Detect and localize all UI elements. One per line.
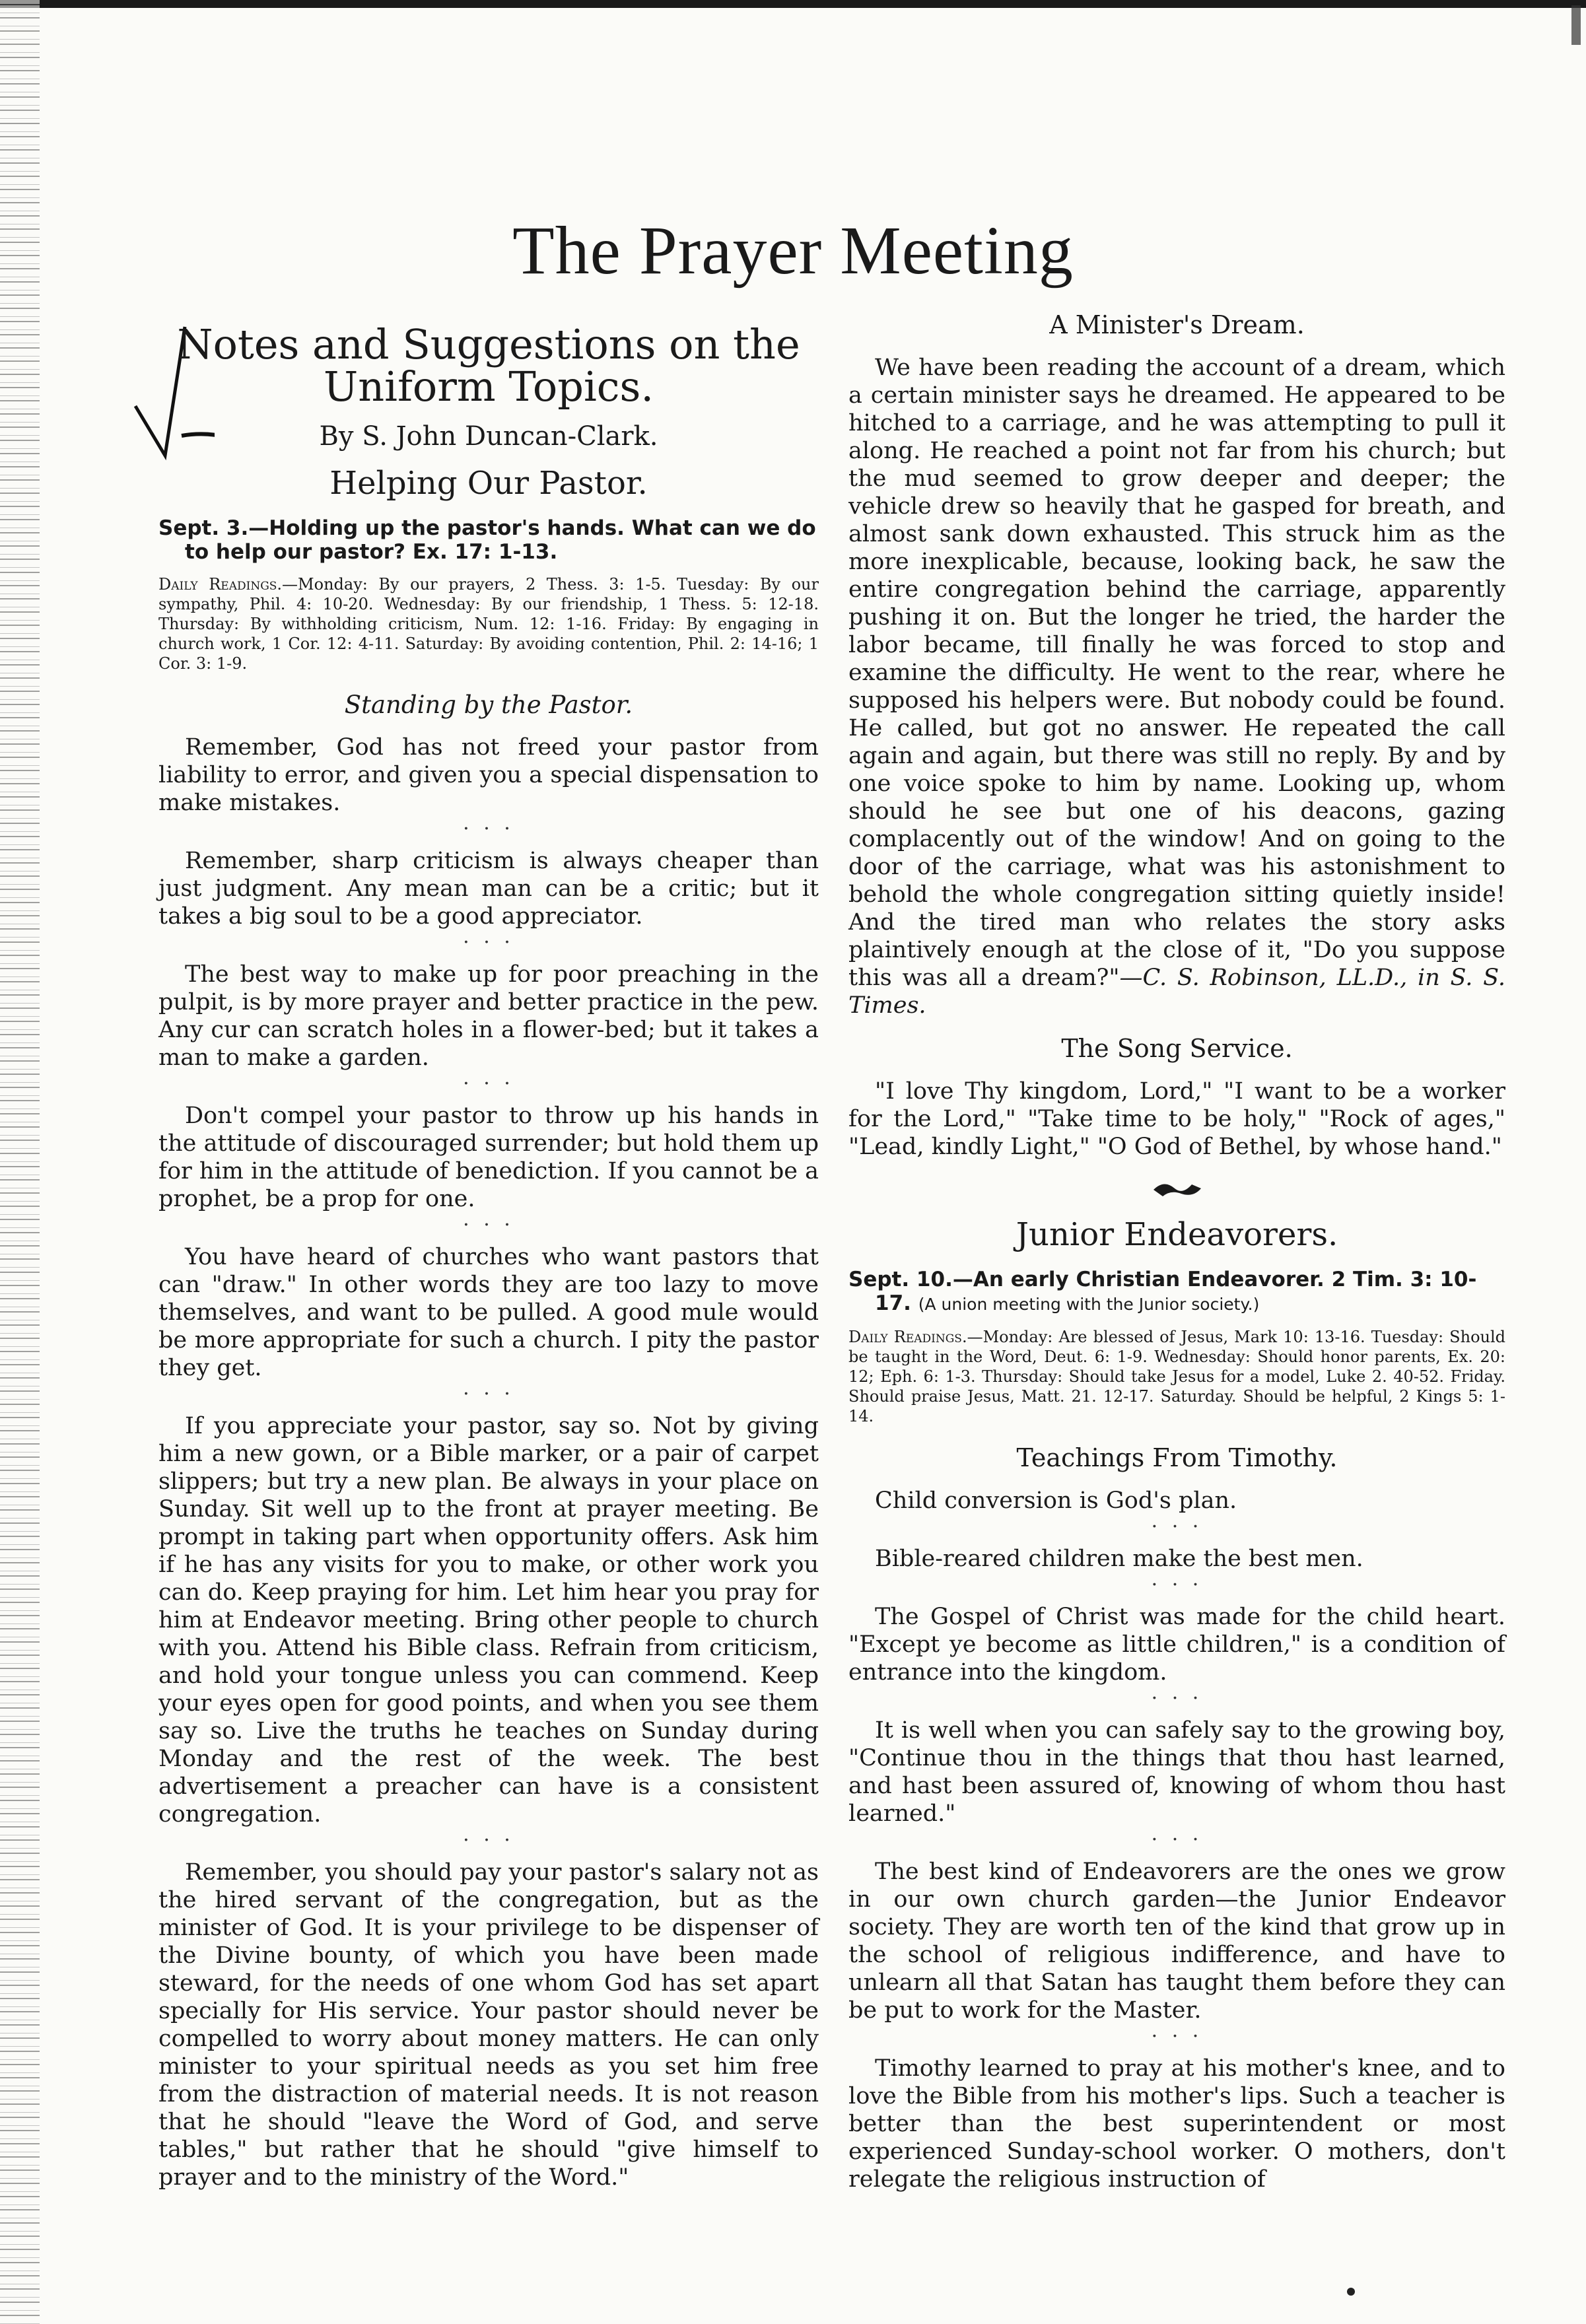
song-text: "I love Thy kingdom, Lord," "I want to be a worker for the Lord," "Take time to be holy," "Rock of ages," "Lead, kindly Light," "O God of Bethel, by whose hand." — [848, 1078, 1505, 1160]
top-border — [0, 0, 1586, 8]
left-column — [158, 304, 819, 2198]
dream-body: We have been reading the account of a dream, which a certain minister says he dreamed. He appeared to be hitched to a carriage, and he was attempting to pull it along. He reached a point not far from his church; but the mud seemed to grow deeper and deeper; the vehicle drew so heavily that he gasped for breath, and almost sank down exhausted. This struck him as the more inexplicable, because, looking back, he saw the entire congregation behind the carriage, apparently pushing it on. But the longer he tried, the harder the labor became, till finally he was forced to stop and examine the difficulty. He went to the rear, where he supposed his helpers were. But nobody could be found. He called, but got no answer. He repeated the call again and again, but there was still no reply. By and by one voice spoke to him by name. Looking up, whom should he see but one of his deacons, gazing complacently out of the window! And on going to the door of the carriage, what was his astonishment to behold the whole congregation sitting quietly inside! And the tired man who relates the story asks plaintively enough at the close of it, "Do you suppose this was all a dream?" — [848, 355, 1505, 991]
paragraph: The Gospel of Christ was made for the child heart. "Except ye become as little children," is a condition of entrance into the kingdom. — [848, 1604, 1505, 1686]
separator-dots: · · · — [463, 817, 514, 840]
scan-edge-mark — [1571, 5, 1581, 45]
song-title: The Song Service. — [1061, 1034, 1293, 1063]
junior-readings-text: —Monday: Are blessed of Jesus, Mark 10: 13-16. Tuesday: Should be taught in the Word, Deut. 6: 1-9. Wednesday: Should honor parents, Ex. 20: 12; Eph. 6: 1-3. Thursday: Should take Jesus for a model, Luke 2. 40-52. Friday. Should praise Jesus, Matt. 21. 12-17. Saturday. Should be helpful, 2 Kings 5: 1-14. — [848, 1328, 1506, 1425]
separator-dots: · · · — [463, 931, 514, 954]
junior-daily-readings — [848, 1327, 1505, 1426]
junior-topic-text: Sept. 10.—An early Christian Endeavorer. 2 Tim. 3: 10-17. — [848, 1268, 1477, 1315]
paragraph: Remember, you should pay your pastor's salary not as the hired servant of the congregation, but as the minister of God. It is your privilege to be dispenser of the Divine bounty, of which you have been made steward, for the needs of one whom God has set apart specially for His service. Your pastor should never be compelled to worry about money matters. He can only minister to your spiritual needs as you set him free from the distraction of material needs. It is not reason that he should "leave the Word of God, and serve tables," but rather that he should "give himself to prayer and to the ministry of the Word." — [158, 1859, 819, 2191]
separator-dots: · · · — [1151, 1515, 1203, 1538]
paragraph: The best kind of Endeavorers are the ones we grow in our own church garden—the Junior Endeavor society. They are worth ten of the kind that grow up in the school of religious indifference, and have to unlearn all that Satan has taught them before they can be put to work for the Master. — [848, 1859, 1505, 2024]
paragraph: Remember, God has not freed your pastor from liability to error, and given you a special dispensation to make mistakes. — [158, 734, 819, 816]
dream-title: A Minister's Dream. — [1049, 310, 1305, 339]
paragraph: Bible-reared children make the best men. — [875, 1546, 1363, 1572]
byline: By S. John Duncan-Clark. — [319, 421, 658, 452]
separator-dots: · · · — [463, 1829, 514, 1852]
junior-readings-label: Daily Readings. — [848, 1328, 967, 1346]
section-title: Helping Our Pastor. — [329, 465, 648, 502]
separator-dots: · · · — [1151, 1573, 1203, 1596]
separator-dots: · · · — [463, 1072, 514, 1095]
page-title: The Prayer Meeting — [512, 213, 1074, 289]
daily-readings-text: —Monday: By our prayers, 2 Thess. 3: 1-5. Tuesday: By our sympathy, Phil. 4: 10-20. Wednesday: By our friendship, 1 Thess. 5: 12-18. Thursday: By withholding criticism, Num. 12: 1-16. Friday: By engaging in church work, 1 Cor. 12: 4-11. Saturday: By avoiding contention, Phil. 2: 14-16; 1 Cor. 3: 1-9. — [158, 575, 819, 673]
separator-dots: · · · — [1151, 2025, 1203, 2048]
paragraph: The best way to make up for poor preaching in the pulpit, is by more prayer and better practice in the pew. Any cur can scratch holes in a flower-bed; but it takes a man to make a garden. — [158, 961, 819, 1071]
paragraph: Timothy learned to pray at his mother's knee, and to love the Bible from his mother's lips. Such a teacher is better than the best superintendent or most experienced Sunday-school worker. O mothers, don't relegate the religious instruction of — [848, 2055, 1505, 2193]
daily-readings-label: Daily Readings. — [158, 575, 283, 594]
separator-dots: · · · — [1151, 1828, 1203, 1851]
paragraph: It is well when you can safely say to the growing boy, "Continue thou in the things that thou hast learned, and hast been assured of, knowing of whom thou hast learned." — [848, 1717, 1505, 1827]
junior-topic — [848, 1268, 1505, 1316]
paragraph: Don't compel your pastor to throw up his hands in the attitude of discouraged surrender; but hold them up for him in the attitude of benediction. If you cannot be a prophet, be a prop for one. — [158, 1103, 819, 1212]
dream-source: —C. S. Robinson, LL.D., in S. S. Times. — [848, 965, 1505, 1019]
ornament-icon — [848, 1178, 1505, 1203]
right-column — [848, 304, 1505, 2200]
separator-dots: · · · — [463, 1383, 514, 1406]
paragraph: You have heard of churches who want pastors that can "draw." In other words they are too lazy to move themselves, and want to be pulled. A good mule would be more appropriate for such a church. I pity the pastor they get. — [158, 1244, 819, 1381]
junior-topic-note: (A union meeting with the Junior society.) — [918, 1295, 1260, 1314]
junior-title: Junior Endeavorers. — [1016, 1216, 1338, 1253]
paragraph: Child conversion is God's plan. — [875, 1487, 1237, 1514]
dream-text — [848, 354, 1505, 1019]
article-heading: Notes and Suggestions on the Uniform Topics. — [177, 320, 800, 411]
paragraph: If you appreciate your pastor, say so. Not by giving him a new gown, or a Bible marker, or a pair of carpet slippers; but try a new plan. Be always in your place on Sunday. Sit well up to the front at prayer meeting. Be prompt in taking part when opportunity offers. Ask him if he has any visits for you to make, or other work you can do. Keep praying for him. Let him hear you pray for him at Endeavor meeting. Bring other people to church with you. Attend his Bible class. Refrain from criticism, and hold your tongue unless you can commend. Keep your eyes open for good points, and when you see them say so. Live the truths he teaches on Sunday during Monday and the rest of the week. The best advertisement a preacher can have is a consistent congregation. — [158, 1413, 819, 1828]
separator-dots: · · · — [463, 1213, 514, 1237]
daily-readings — [158, 574, 819, 673]
scan-edge-left — [0, 0, 40, 2324]
topic-line: Sept. 3.—Holding up the pastor's hands. What can we do to help our pastor? Ex. 17: 1-13. — [158, 516, 816, 564]
timothy-title: Teachings From Timothy. — [1016, 1443, 1338, 1472]
separator-dots: · · · — [1151, 1687, 1203, 1710]
paragraph: Remember, sharp criticism is always cheaper than just judgment. Any mean man can be a critic; but it takes a big soul to be a good appreciator. — [158, 848, 819, 930]
ink-dot — [1347, 2288, 1355, 2296]
subheading: Standing by the Pastor. — [344, 691, 633, 719]
